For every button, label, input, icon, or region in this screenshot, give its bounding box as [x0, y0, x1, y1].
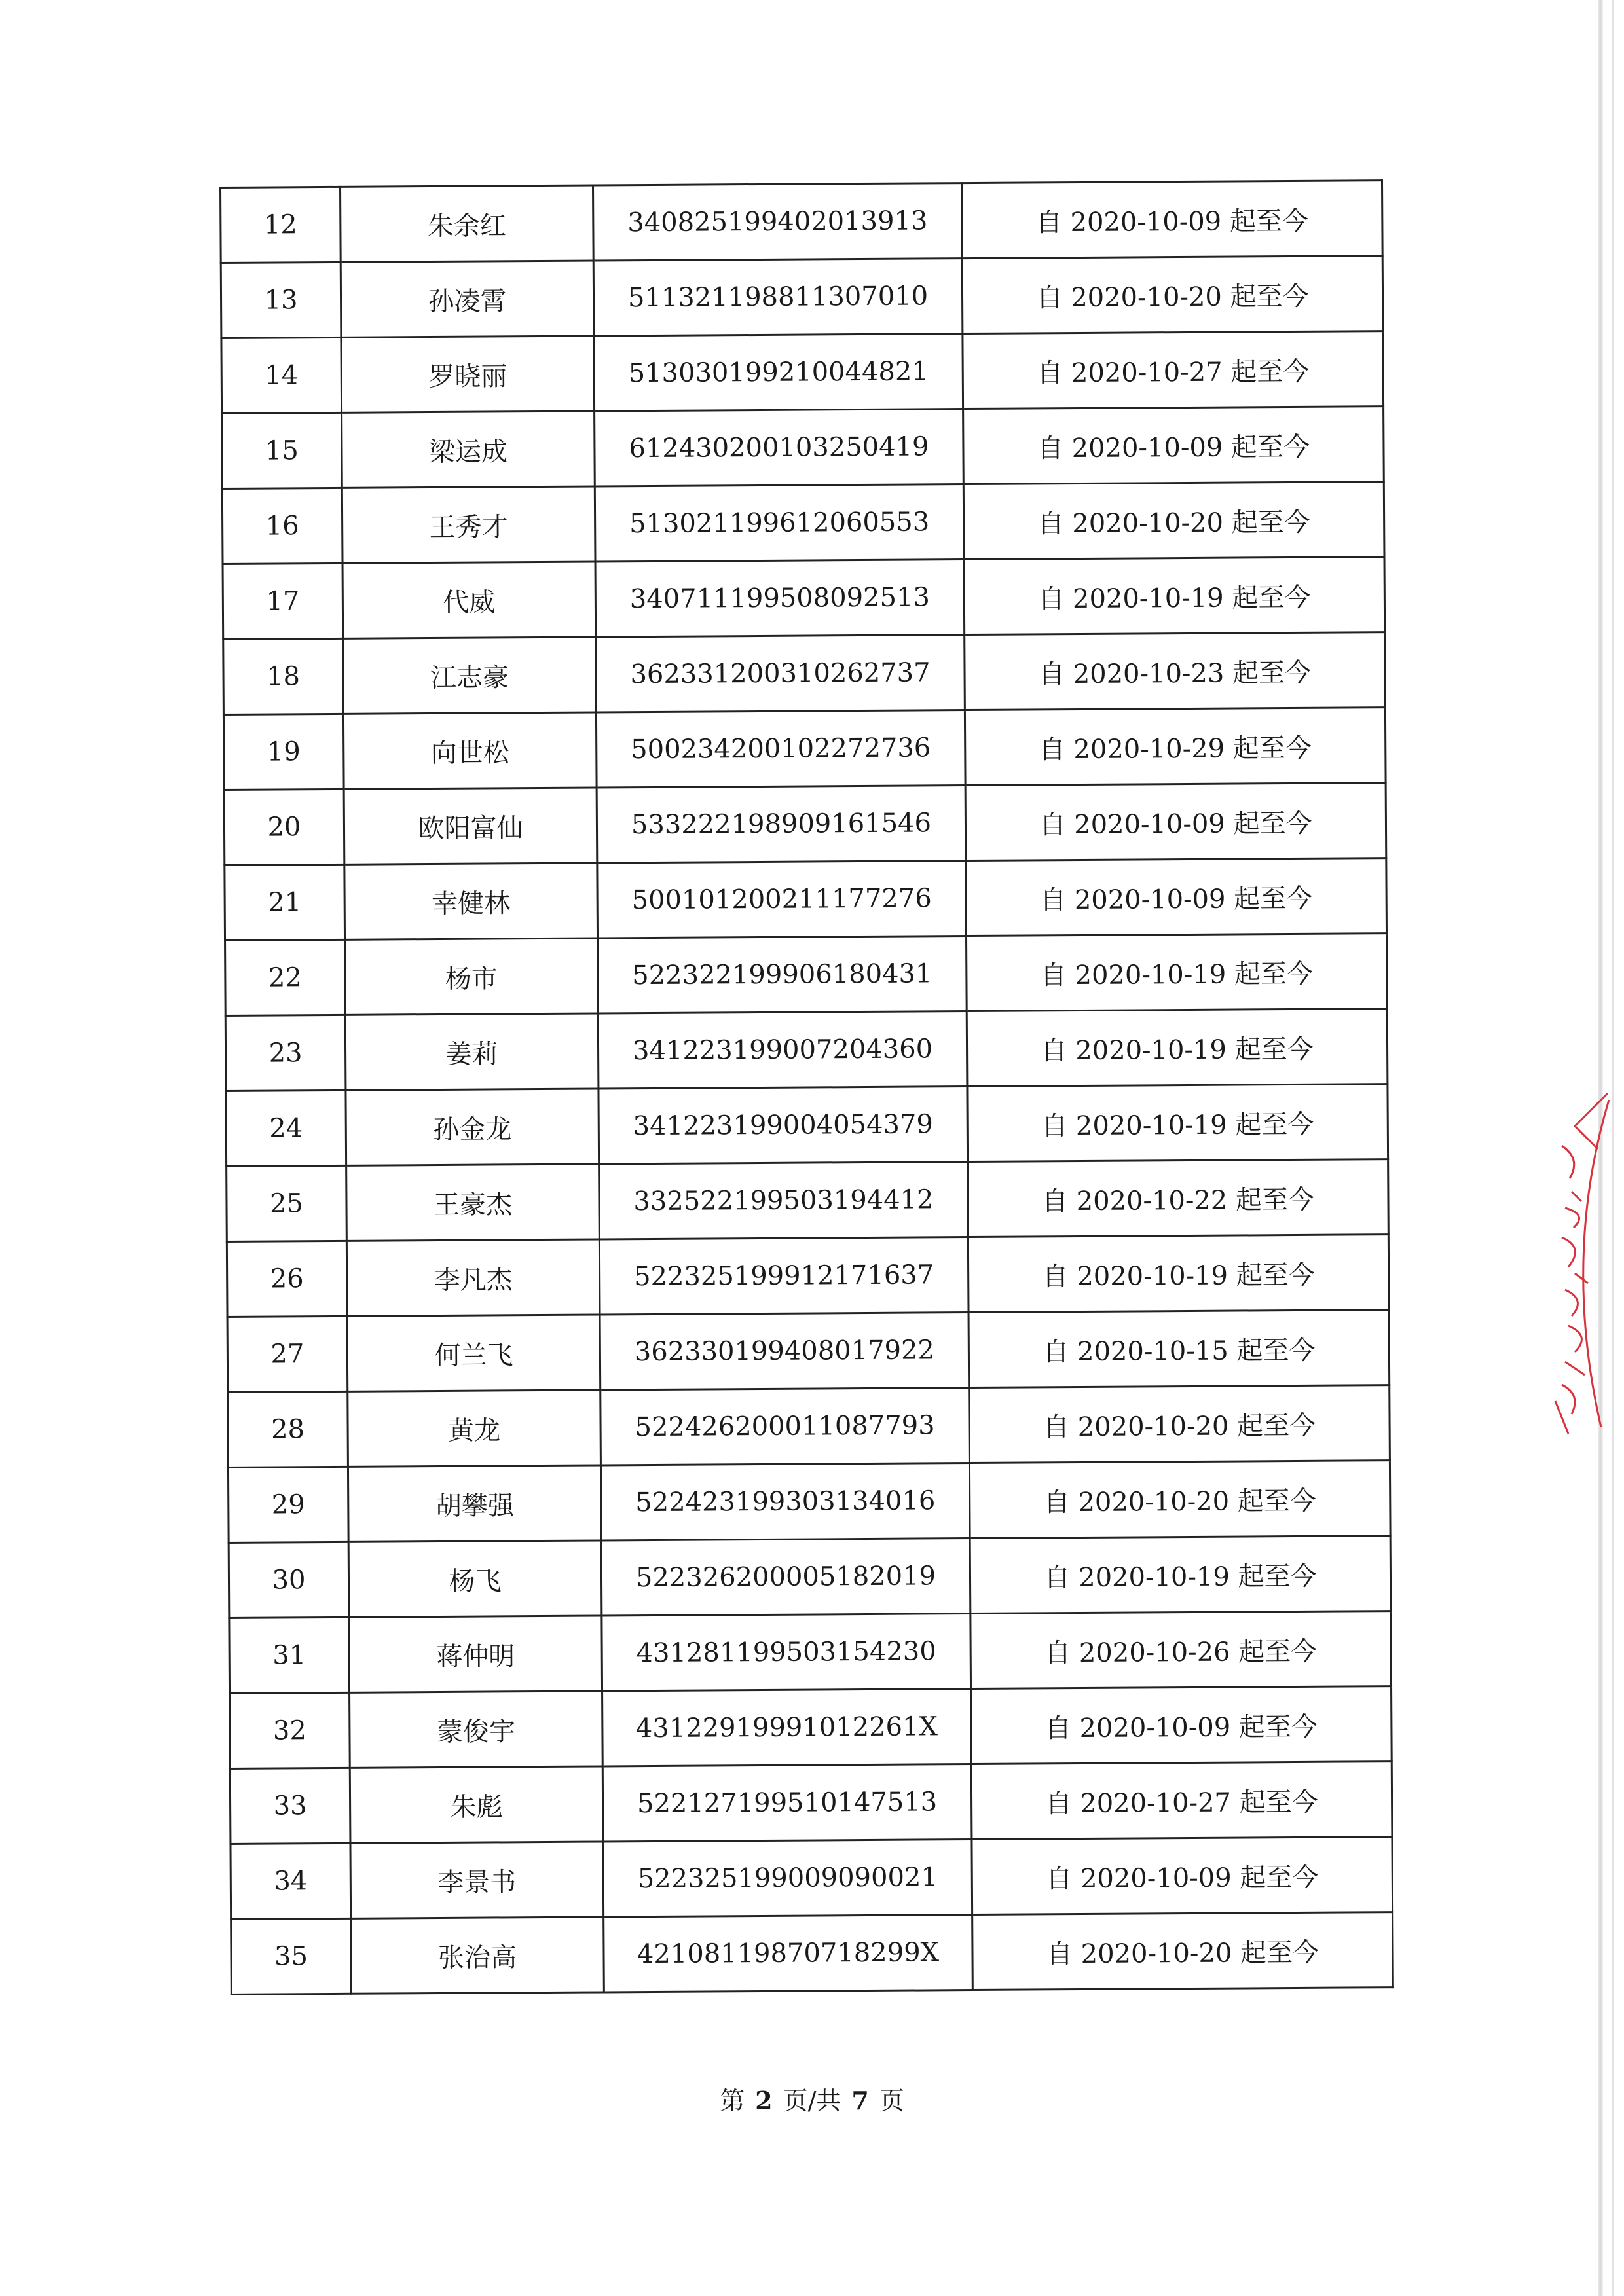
row-number-cell: 15 — [222, 412, 342, 488]
name-cell: 胡攀强 — [348, 1465, 601, 1542]
name-cell: 罗晓丽 — [341, 336, 595, 412]
name-cell: 何兰飞 — [347, 1315, 600, 1391]
records-table-body — [221, 181, 1393, 1995]
row-number-cell: 23 — [225, 1015, 346, 1091]
row-number-cell: 25 — [227, 1165, 347, 1241]
name-cell: 朱余红 — [341, 185, 594, 262]
table-row — [229, 1611, 1392, 1694]
row-number-cell: 33 — [230, 1768, 350, 1844]
id-number-cell: 511321198811307010 — [593, 259, 963, 336]
id-number-cell: 500101200211177276 — [597, 861, 967, 938]
table-row — [222, 482, 1384, 564]
period-cell: 自 2020-10-19 起至今 — [968, 1235, 1389, 1313]
id-number-cell: 500234200102272736 — [596, 710, 965, 788]
row-number-cell: 27 — [227, 1316, 348, 1392]
name-cell: 李凡杰 — [346, 1239, 600, 1316]
table-row — [224, 783, 1386, 866]
period-cell: 自 2020-10-09 起至今 — [961, 181, 1382, 259]
table-row — [223, 632, 1386, 715]
row-number-cell: 22 — [225, 939, 346, 1015]
id-number-cell: 522423199303134016 — [600, 1463, 970, 1540]
table-row — [226, 1084, 1388, 1167]
period-cell: 自 2020-10-27 起至今 — [971, 1762, 1392, 1840]
period-cell: 自 2020-10-19 起至今 — [964, 557, 1385, 635]
name-cell: 梁运成 — [342, 411, 595, 488]
name-cell: 欧阳富仙 — [344, 788, 597, 864]
row-number-cell: 16 — [222, 488, 342, 564]
seal-stroke-3 — [1565, 1326, 1585, 1375]
row-number-cell: 21 — [225, 864, 345, 940]
table-row — [230, 1686, 1392, 1769]
period-cell: 自 2020-10-19 起至今 — [967, 1009, 1388, 1087]
id-number-cell: 522326200005182019 — [601, 1539, 970, 1616]
period-cell: 自 2020-10-22 起至今 — [968, 1159, 1389, 1237]
period-cell: 自 2020-10-20 起至今 — [972, 1912, 1393, 1990]
row-number-cell: 12 — [221, 187, 341, 263]
seal-stroke-4 — [1555, 1385, 1575, 1434]
row-number-cell: 13 — [221, 262, 341, 338]
row-number-cell: 17 — [223, 563, 343, 639]
row-number-cell: 20 — [224, 789, 344, 865]
row-number-cell: 24 — [226, 1090, 346, 1166]
id-number-cell: 522322199906180431 — [598, 936, 967, 1013]
period-cell: 自 2020-10-15 起至今 — [969, 1310, 1390, 1388]
table-row — [229, 1536, 1391, 1618]
id-number-cell: 522325199009090021 — [603, 1840, 972, 1917]
name-cell: 杨飞 — [348, 1540, 602, 1617]
id-number-cell: 42108119870718299X — [604, 1915, 973, 1992]
row-number-cell: 32 — [230, 1692, 350, 1768]
period-cell: 自 2020-10-20 起至今 — [969, 1385, 1390, 1463]
footer-prefix: 第 — [720, 2086, 745, 2115]
period-cell: 自 2020-10-09 起至今 — [966, 858, 1387, 936]
id-number-cell: 43122919991012261X — [602, 1689, 972, 1766]
period-cell: 自 2020-10-23 起至今 — [965, 632, 1386, 710]
id-number-cell: 522426200011087793 — [600, 1388, 970, 1465]
name-cell: 朱彪 — [350, 1766, 603, 1843]
table-row — [231, 1912, 1393, 1995]
row-number-cell: 31 — [229, 1617, 350, 1693]
seal-stroke-1 — [1562, 1146, 1581, 1228]
name-cell: 代威 — [342, 562, 596, 638]
id-number-cell: 340825199402013913 — [593, 183, 962, 261]
period-cell: 自 2020-10-26 起至今 — [970, 1611, 1392, 1689]
id-number-cell: 522325199912171637 — [599, 1237, 969, 1315]
footer-current-page: 2 — [755, 2086, 773, 2115]
row-number-cell: 28 — [228, 1391, 348, 1467]
table-row — [228, 1385, 1390, 1468]
table-row — [221, 331, 1384, 414]
id-number-cell: 513021199612060553 — [595, 484, 964, 562]
name-cell: 孙凌霄 — [341, 261, 594, 337]
id-number-cell: 513030199210044821 — [594, 334, 963, 411]
period-cell: 自 2020-10-09 起至今 — [965, 783, 1386, 861]
name-cell: 蒋仲明 — [349, 1616, 602, 1692]
period-cell: 自 2020-10-09 起至今 — [971, 1686, 1392, 1764]
table-row — [227, 1310, 1390, 1393]
name-cell: 幸健林 — [344, 863, 598, 939]
id-number-cell: 362331200310262737 — [596, 635, 965, 712]
table-row — [223, 557, 1385, 640]
table-row — [227, 1159, 1389, 1242]
period-cell: 自 2020-10-29 起至今 — [965, 708, 1386, 786]
table-row — [230, 1762, 1392, 1844]
period-cell: 自 2020-10-19 起至今 — [967, 934, 1388, 1011]
table-row — [231, 1837, 1393, 1920]
id-number-cell: 341223199007204360 — [598, 1011, 967, 1089]
id-number-cell: 332522199503194412 — [599, 1162, 969, 1239]
red-seal-stamp — [1536, 1087, 1614, 1440]
period-cell: 自 2020-10-19 起至今 — [970, 1536, 1391, 1614]
name-cell: 姜莉 — [345, 1013, 599, 1090]
table-row — [227, 1235, 1389, 1317]
id-number-cell: 533222198909161546 — [597, 786, 966, 863]
seal-outer-arc — [1583, 1100, 1609, 1427]
table-row — [225, 934, 1388, 1016]
footer-total-pages: 7 — [851, 2086, 869, 2115]
id-number-cell: 362330199408017922 — [600, 1313, 969, 1390]
row-number-cell: 34 — [231, 1843, 351, 1919]
table-row — [221, 181, 1383, 263]
id-number-cell: 340711199508092513 — [595, 560, 965, 637]
name-cell: 李景书 — [350, 1842, 604, 1918]
period-cell: 自 2020-10-27 起至今 — [963, 331, 1384, 409]
row-number-cell: 14 — [221, 337, 342, 413]
page-number-footer — [0, 2081, 1624, 2117]
name-cell: 王豪杰 — [346, 1164, 600, 1241]
footer-middle: 页/共 — [783, 2086, 841, 2115]
row-number-cell: 19 — [223, 714, 344, 790]
period-cell: 自 2020-10-19 起至今 — [967, 1084, 1388, 1162]
period-cell: 自 2020-10-20 起至今 — [969, 1461, 1390, 1539]
name-cell: 王秀才 — [342, 486, 595, 563]
table-row — [225, 1009, 1388, 1091]
row-number-cell: 30 — [229, 1542, 349, 1618]
table-row — [223, 708, 1386, 790]
name-cell: 张治高 — [351, 1917, 604, 1994]
table-row — [225, 858, 1387, 941]
name-cell: 杨市 — [345, 938, 599, 1015]
row-number-cell: 18 — [223, 638, 344, 714]
table-row — [228, 1461, 1390, 1543]
period-cell: 自 2020-10-09 起至今 — [972, 1837, 1393, 1915]
footer-suffix: 页 — [879, 2086, 904, 2115]
id-number-cell: 522127199510147513 — [602, 1764, 972, 1842]
row-number-cell: 35 — [231, 1918, 352, 1994]
period-cell: 自 2020-10-20 起至今 — [962, 256, 1383, 334]
row-number-cell: 26 — [227, 1241, 347, 1317]
table-row — [222, 407, 1384, 489]
records-table-container — [219, 179, 1384, 1995]
records-table — [219, 179, 1394, 1995]
row-number-cell: 29 — [228, 1467, 348, 1542]
period-cell: 自 2020-10-09 起至今 — [963, 407, 1384, 484]
id-number-cell: 341223199004054379 — [599, 1087, 968, 1164]
name-cell: 向世松 — [343, 712, 597, 789]
id-number-cell: 431281199503154230 — [602, 1614, 971, 1691]
name-cell: 蒙俊宇 — [350, 1691, 603, 1768]
period-cell: 自 2020-10-20 起至今 — [963, 482, 1384, 560]
name-cell: 江志豪 — [343, 637, 597, 714]
table-row — [221, 256, 1383, 338]
id-number-cell: 612430200103250419 — [595, 409, 964, 486]
name-cell: 黄龙 — [348, 1390, 601, 1467]
name-cell: 孙金龙 — [346, 1089, 599, 1165]
